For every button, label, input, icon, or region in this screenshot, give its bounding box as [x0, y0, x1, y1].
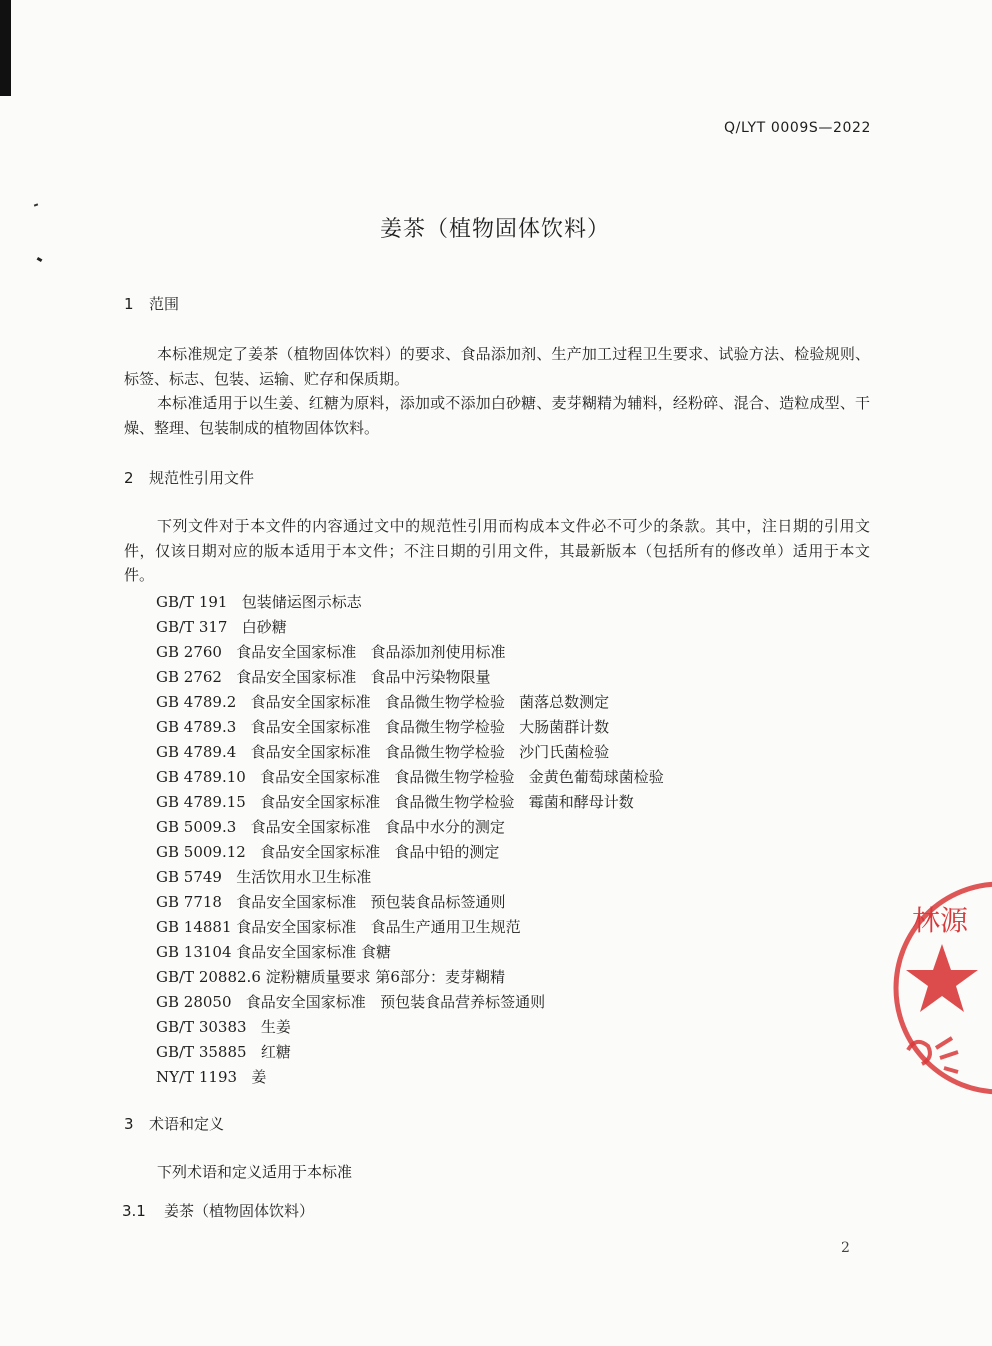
document-title: 姜茶（植物固体饮料）	[379, 217, 610, 242]
normative-intro	[124, 514, 870, 588]
reference-item: GB/T 30383 生姜	[156, 1018, 291, 1036]
section-title: 范围	[149, 295, 180, 313]
normative-intro-text: 下列文件对于本文件的内容通过文中的规范性引用而构成本文件必不可少的条款。其中，注日期的引用文件，仅该日期对应的版本适用于本文件；不注日期的引用文件，其最新版本（包括所有的修改单）适用于本文件。	[124, 517, 870, 584]
section-2-heading	[124, 467, 254, 488]
reference-item: GB/T 20882.6 淀粉糖质量要求 第6部分：麦芽糊精	[156, 968, 505, 986]
reference-item: GB/T 191 包装储运图示标志	[156, 593, 362, 611]
reference-item: NY/T 1193 姜	[156, 1068, 267, 1086]
section-1-heading	[124, 293, 179, 314]
reference-item: GB 7718 食品安全国家标准 预包装食品标签通则	[156, 893, 506, 911]
scan-speck	[37, 257, 43, 262]
section-number: 3	[124, 1115, 134, 1133]
reference-item: GB/T 35885 红糖	[156, 1043, 291, 1061]
page-number: 2	[841, 1240, 850, 1256]
subsection-3-1	[122, 1200, 314, 1221]
reference-item: GB 4789.4 食品安全国家标准 食品微生物学检验 沙门氏菌检验	[156, 743, 610, 761]
reference-item: GB 5749 生活饮用水卫生标准	[156, 868, 372, 886]
document-number: Q/LYT 0009S—2022	[724, 120, 871, 136]
section-3-heading	[124, 1113, 224, 1134]
section-number: 1	[124, 295, 134, 313]
section-title: 术语和定义	[149, 1115, 225, 1133]
reference-list	[156, 590, 664, 1090]
reference-item: GB 13104 食品安全国家标准 食糖	[156, 943, 392, 961]
scan-speck	[34, 203, 38, 206]
reference-item: GB 4789.3 食品安全国家标准 食品微生物学检验 大肠菌群计数	[156, 718, 610, 736]
reference-item: GB/T 317 白砂糖	[156, 618, 287, 636]
scope-paragraph: 本标准适用于以生姜、红糖为原料，添加或不添加白砂糖、麦芽糊精为辅料，经粉碎、混合、造粒成型、干燥、整理、包装制成的植物固体饮料。	[124, 394, 870, 437]
scope-paragraph: 本标准规定了姜茶（植物固体饮料）的要求、食品添加剂、生产加工过程卫生要求、试验方法、检验规则、标签、标志、包装、运输、贮存和保质期。	[124, 345, 870, 388]
section-number: 2	[124, 469, 134, 487]
reference-item: GB 4789.15 食品安全国家标准 食品微生物学检验 霉菌和酵母计数	[156, 793, 634, 811]
reference-item: GB 5009.3 食品安全国家标准 食品中水分的测定	[156, 818, 505, 836]
reference-item: GB 5009.12 食品安全国家标准 食品中铅的测定	[156, 843, 500, 861]
reference-item: GB 14881 食品安全国家标准 食品生产通用卫生规范	[156, 918, 521, 936]
reference-item: GB 28050 食品安全国家标准 预包装食品营养标签通则	[156, 993, 546, 1011]
section-title: 规范性引用文件	[149, 469, 255, 487]
subsection-title: 姜茶（植物固体饮料）	[164, 1202, 315, 1220]
seal-lettering: 林源	[912, 904, 969, 937]
scope-paragraphs	[124, 342, 870, 440]
seal-star-icon	[906, 944, 978, 1012]
reference-item: GB 4789.10 食品安全国家标准 食品微生物学检验 金黄色葡萄球菌检验	[156, 768, 664, 786]
subsection-number: 3.1	[122, 1202, 146, 1220]
reference-item: GB 2760 食品安全国家标准 食品添加剂使用标准	[156, 643, 506, 661]
reference-item: GB 2762 食品安全国家标准 食品中污染物限量	[156, 668, 491, 686]
scan-edge-mark	[0, 0, 11, 96]
terms-intro: 下列术语和定义适用于本标准	[157, 1163, 353, 1181]
reference-item: GB 4789.2 食品安全国家标准 食品微生物学检验 菌落总数测定	[156, 693, 610, 711]
red-seal-stamp	[892, 878, 992, 1098]
